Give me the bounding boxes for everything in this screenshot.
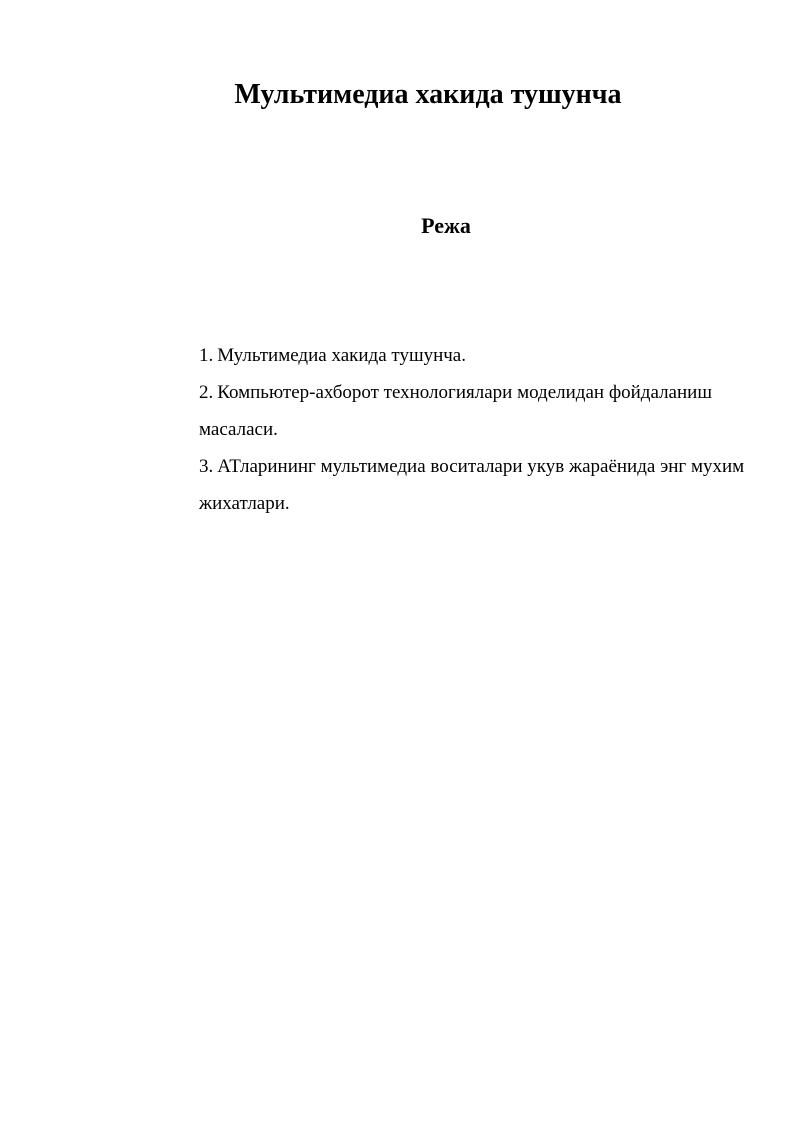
- plan-item-number: 2.: [199, 382, 214, 403]
- plan-item-1: [199, 337, 759, 374]
- plan-item-number: 3.: [199, 456, 214, 477]
- plan-item-text: АТларининг мультимедиа воситалари укув жараёнида энг мухим жихатлари.: [199, 456, 745, 514]
- plan-item-text: Мультимедиа хакида тушунча.: [217, 345, 466, 366]
- plan-item-text: Компьютер-ахборот технологиялари моделидан фойдаланиш масаласи.: [199, 382, 712, 440]
- plan-list: [199, 337, 759, 522]
- document-title: Мультимедиа хакида тушунча: [234, 79, 622, 110]
- plan-item-3: [199, 448, 759, 522]
- plan-heading: Режа: [421, 213, 471, 238]
- plan-item-number: 1.: [199, 345, 214, 366]
- plan-item-2: [199, 374, 759, 448]
